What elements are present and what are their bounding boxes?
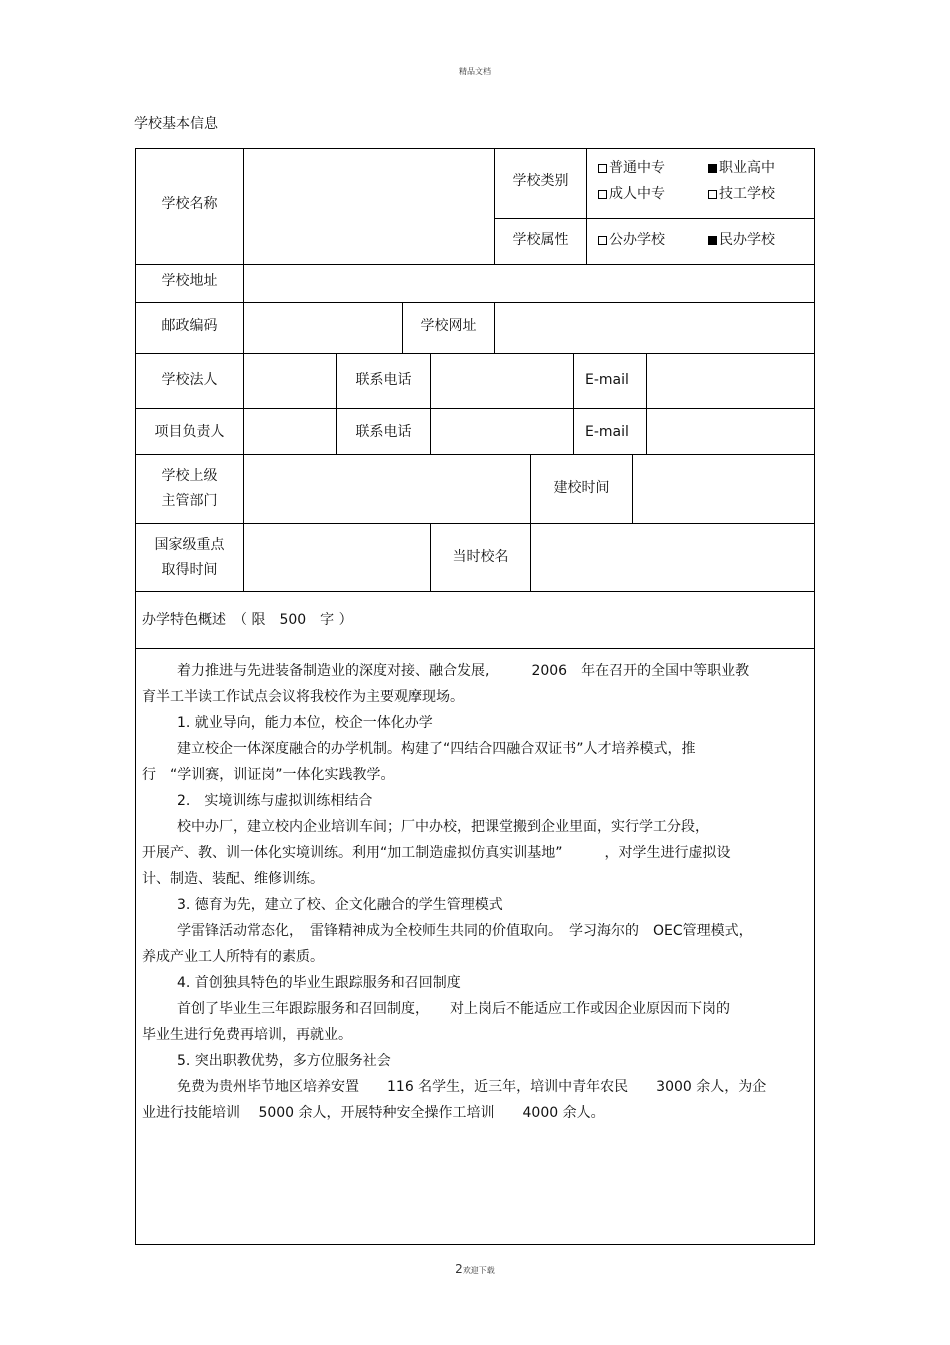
description-line: 学雷锋活动常态化， 雷锋精神成为全校师生共同的价值取向。 学习海尔的 OEC管理模式，: [177, 923, 753, 939]
label-national-line2: 取得时间: [161, 562, 218, 578]
label-postcode: 邮政编码: [161, 318, 218, 334]
page-footer: [0, 1262, 950, 1276]
checkbox-icon: [598, 164, 607, 173]
description-line: 首创了毕业生三年跟踪服务和召回制度， 对上岗后不能适应工作或因企业原因而下岗的: [177, 1001, 730, 1017]
label-phone-1: 联系电话: [355, 372, 412, 388]
label-then-name: 当时校名: [452, 549, 509, 565]
page-number: 2: [455, 1262, 463, 1276]
label-website: 学校网址: [420, 318, 477, 334]
footer-text: 欢迎下载: [462, 1266, 495, 1275]
description-line: 建立校企一体深度融合的办学机制。构建了“四结合四融合双证书”人才培养模式，推: [177, 741, 696, 757]
checkbox-icon: [598, 236, 607, 245]
checkbox-icon: [708, 190, 717, 199]
option-zhiye-gaozhong[interactable]: 职业高中: [708, 159, 775, 177]
description-line: 校中办厂，建立校内企业培训车间；厂中办校，把课堂搬到企业里面，实行学工分段，: [177, 819, 709, 835]
description-line: 3. 德育为先，建立了校、企文化融合的学生管理模式: [177, 897, 503, 913]
checked-box-icon: [708, 236, 717, 245]
label-founded: 建校时间: [553, 480, 610, 496]
label-phone-2: 联系电话: [355, 424, 412, 440]
description-line: 业进行技能培训 5000 余人，开展特种安全操作工培训 4000 余人。: [142, 1105, 605, 1121]
description-line: 毕业生进行免费再培训，再就业。: [142, 1027, 352, 1043]
description-line: 计、制造、装配、维修训练。: [142, 871, 324, 887]
description-line: 着力推进与先进装备制造业的深度对接、融合发展, 2006 年在召开的全国中等职业教: [177, 663, 750, 679]
description-line: 4. 首创独具特色的毕业生跟踪服务和召回制度: [177, 975, 461, 991]
description-line: 养成产业工人所特有的素质。: [142, 949, 324, 965]
option-chengren-zhongzhuan[interactable]: 成人中专: [598, 185, 665, 203]
description-line: 免费为贵州毕节地区培养安置 116 名学生，近三年，培训中青年农民 3000 余人，为企: [177, 1079, 767, 1095]
label-national-line1: 国家级重点: [154, 537, 225, 553]
description-line: 5. 突出职教优势，多方位服务社会: [177, 1053, 391, 1069]
label-email-2: E-mail: [585, 424, 629, 440]
label-school-name: 学校名称: [161, 196, 218, 212]
label-address: 学校地址: [161, 273, 218, 289]
label-dept-line2: 主管部门: [161, 493, 218, 509]
description-line: 1. 就业导向，能力本位，校企一体化办学: [177, 715, 433, 731]
option-minban[interactable]: 民办学校: [708, 231, 775, 249]
label-school-attr: 学校属性: [512, 232, 569, 248]
page-header: 精品文档: [459, 67, 491, 76]
description-line: 育半工半读工作试点会议将我校作为主要观摩现场。: [142, 689, 464, 705]
option-jigong-xuexiao[interactable]: 技工学校: [708, 185, 775, 203]
label-project-lead: 项目负责人: [154, 424, 225, 440]
features-description: [142, 658, 802, 1126]
checkbox-icon: [598, 190, 607, 199]
label-features: 办学特色概述 （ 限 500 字 ）: [142, 612, 353, 628]
description-line: 开展产、教、训一体化实境训练。利用“加工制造虚拟仿真实训基地” ，对学生进行虚拟设: [142, 845, 731, 861]
description-line: 行 “学训赛，训证岗”一体化实践教学。: [142, 767, 395, 783]
label-legal-person: 学校法人: [161, 372, 218, 388]
checked-box-icon: [708, 164, 717, 173]
section-title: 学校基本信息: [134, 116, 218, 132]
option-putong-zhongzhuan[interactable]: 普通中专: [598, 159, 665, 177]
label-dept-line1: 学校上级: [161, 468, 218, 484]
label-school-type: 学校类别: [512, 173, 569, 189]
label-email-1: E-mail: [585, 372, 629, 388]
description-line: 2. 实境训练与虚拟训练相结合: [177, 793, 373, 809]
option-gongban[interactable]: 公办学校: [598, 231, 665, 249]
